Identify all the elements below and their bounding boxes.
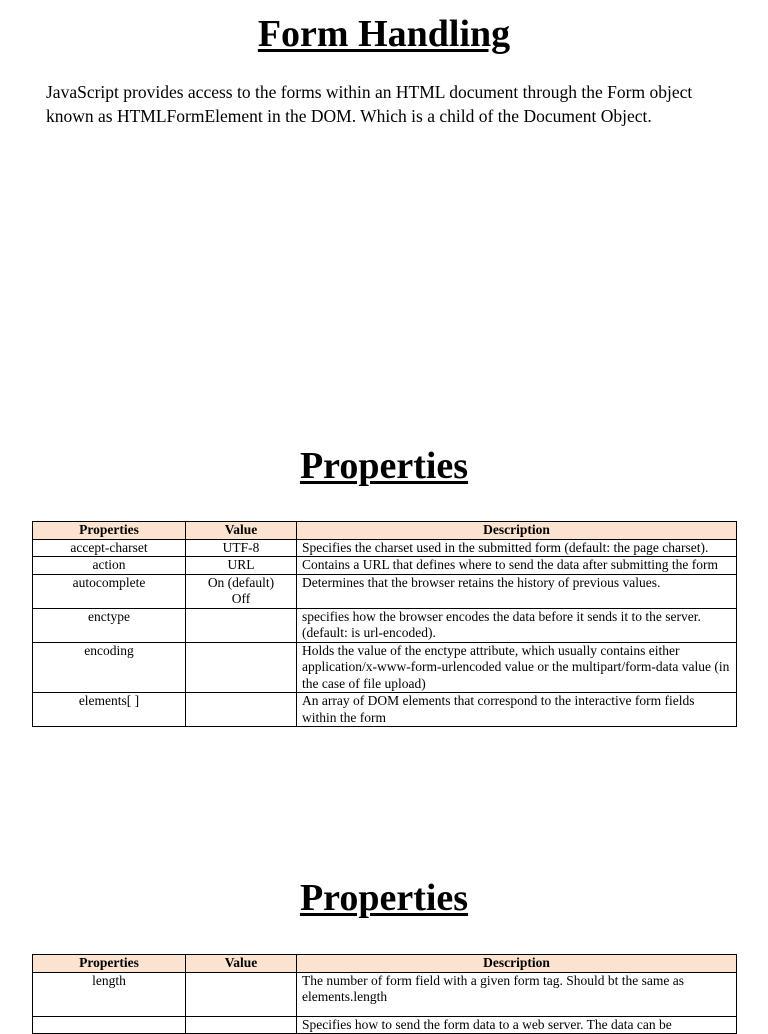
properties-heading-1: Properties <box>299 445 469 487</box>
description-cell: The number of form field with a given form tag. Should bt the same as elements.length <box>297 972 737 1016</box>
description-cell: An array of DOM elements that correspond to the interactive form fields within the form <box>297 693 737 727</box>
table-row <box>33 1016 737 1034</box>
table-row <box>33 693 737 727</box>
table-row <box>33 608 737 642</box>
intro-paragraph: JavaScript provides access to the forms within an HTML document through the Form object known as HTMLFormElement in the DOM. Which is a child of the Document Object. <box>46 82 693 126</box>
header-value: Value <box>186 955 297 973</box>
header-description: Description <box>297 522 737 540</box>
page-title: Form Handling <box>257 13 511 55</box>
description-cell: specifies how the browser encodes the data before it sends it to the server. (default: is url-encoded). <box>297 608 737 642</box>
property-cell: elements[ ] <box>33 693 186 727</box>
header-properties: Properties <box>33 522 186 540</box>
table-row <box>33 539 737 557</box>
value-cell <box>186 608 297 642</box>
value-cell: URL <box>186 557 297 575</box>
description-cell: Holds the value of the enctype attribute, which usually contains either application/x-www-form-urlencoded value or the multipart/form-data value (in the case of file upload) <box>297 642 737 693</box>
table-row <box>33 574 737 608</box>
property-cell: enctype <box>33 608 186 642</box>
property-cell: encoding <box>33 642 186 693</box>
header-description: Description <box>297 955 737 973</box>
property-cell: length <box>33 972 186 1016</box>
description-cell: Specifies how to send the form data to a web server. The data can be <box>297 1016 737 1034</box>
value-cell <box>186 693 297 727</box>
description-cell: Specifies the charset used in the submitted form (default: the page charset). <box>297 539 737 557</box>
table-header-row <box>33 522 737 540</box>
value-cell: On (default) Off <box>186 574 297 608</box>
table-header-row <box>33 955 737 973</box>
header-properties: Properties <box>33 955 186 973</box>
header-value: Value <box>186 522 297 540</box>
description-cell: Determines that the browser retains the history of previous values. <box>297 574 737 608</box>
table-row <box>33 642 737 693</box>
property-cell <box>33 1016 186 1034</box>
table-row <box>33 972 737 1016</box>
value-cell <box>186 642 297 693</box>
property-cell: accept-charset <box>33 539 186 557</box>
properties-table-2 <box>32 954 737 1034</box>
value-cell <box>186 972 297 1016</box>
table-row <box>33 557 737 575</box>
description-cell: Contains a URL that defines where to send the data after submitting the form <box>297 557 737 575</box>
value-cell <box>186 1016 297 1034</box>
value-cell: UTF-8 <box>186 539 297 557</box>
property-cell: autocomplete <box>33 574 186 608</box>
properties-table-1 <box>32 521 737 727</box>
properties-heading-2: Properties <box>299 877 469 919</box>
property-cell: action <box>33 557 186 575</box>
